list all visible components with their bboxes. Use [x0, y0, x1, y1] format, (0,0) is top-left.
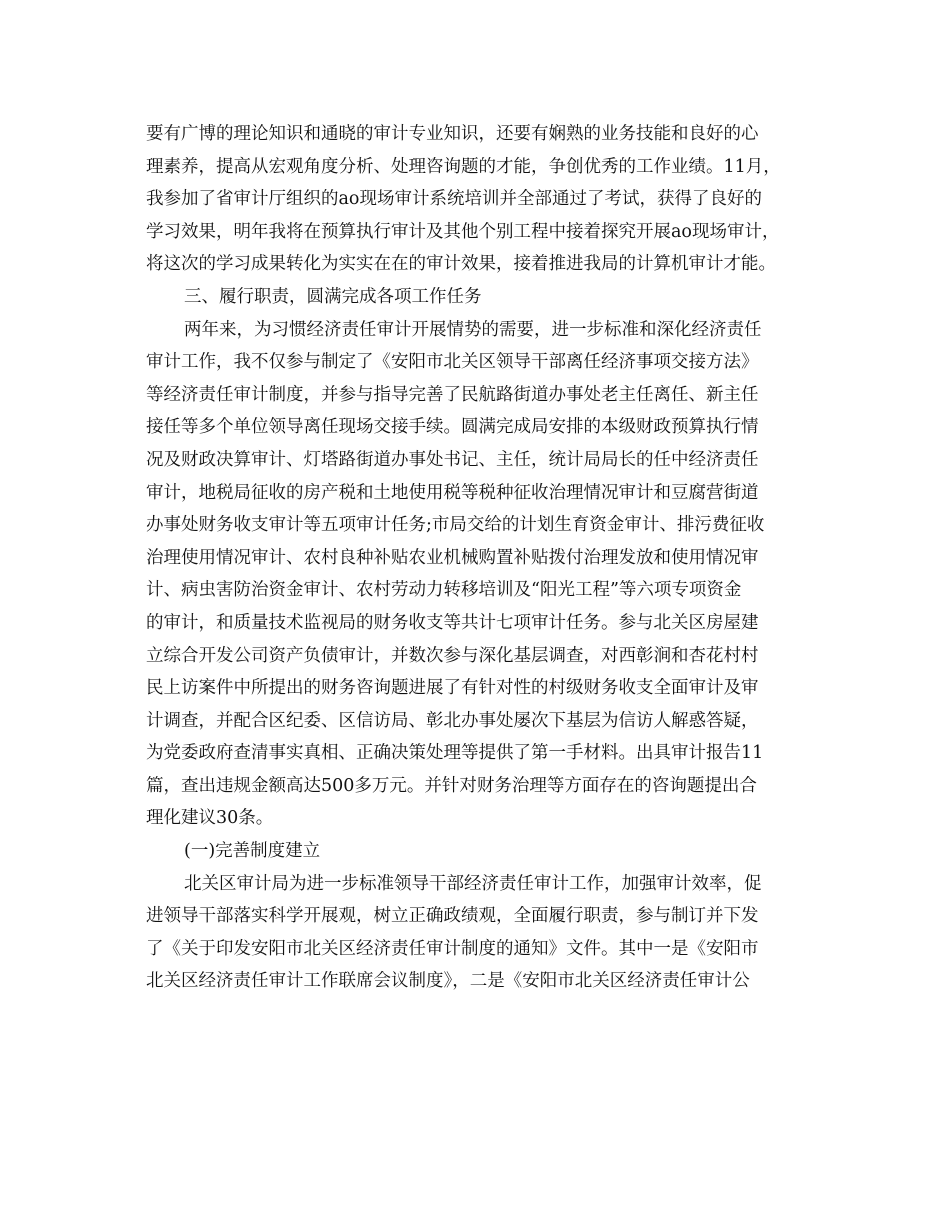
text-line: 计、病虫害防治资金审计、农村劳动力转移培训及“阳光工程”等六项专项资金	[146, 580, 742, 601]
text-line: 将这次的学习成果转化为实实在在的审计效果，接着推进我局的计算机审计才能。	[146, 254, 776, 275]
document-page	[146, 118, 814, 998]
text-line: 审计工作，我不仅参与制定了《安阳市北关区领导干部离任经济事项交接方法》	[146, 352, 759, 373]
text-line: 理化建议30条。	[146, 808, 274, 829]
text-line: 接任等多个单位领导离任现场交接手续。圆满完成局安排的本级财政预算执行情	[146, 417, 759, 438]
text-line: 进领导干部落实科学开展观，树立正确政绩观，全面履行职责，参与制订并下发	[146, 906, 759, 927]
text-line: 的审计，和质量技术监视局的财务收支等共计七项审计任务。参与北关区房屋建	[146, 612, 759, 633]
text-line: 理素养，提高从宏观角度分析、处理咨询题的才能，争创优秀的工作业绩。11月，	[146, 156, 781, 177]
text-line: 为党委政府查清事实真相、正确决策处理等提供了第一手材料。出具审计报告11	[146, 743, 764, 764]
text-line: 北关区经济责任审计工作联席会议制度》，二是《安阳市北关区经济责任审计公	[146, 971, 750, 992]
text-line: 计调查，并配合区纪委、区信访局、彰北办事处屡次下基层为信访人解惑答疑，	[146, 710, 759, 731]
text-line: 审计，地税局征收的房产税和土地使用税等税种征收治理情况审计和豆腐营街道	[146, 482, 759, 503]
text-line: 办事处财务收支审计等五项审计任务;市局交给的计划生育资金审计、排污费征收	[146, 515, 765, 536]
text-line: 北关区审计局为进一步标准领导干部经济责任审计工作，加强审计效率，促	[184, 873, 762, 894]
text-line: 两年来，为习惯经济责任审计开展情势的需要，进一步标准和深化经济责任	[184, 319, 762, 340]
text-line: 况及财政决算审计、灯塔路街道办事处书记、主任，统计局局长的任中经济责任	[146, 449, 759, 470]
text-line: 了《关于印发安阳市北关区经济责任审计制度的通知》文件。其中一是《安阳市	[146, 938, 759, 959]
text-line: 学习效果，明年我将在预算执行审计及其他个别工程中接着探究开展ao现场审计，	[146, 221, 780, 242]
text-line: (一)完善制度建立	[184, 841, 321, 862]
text-line: 三、履行职责，圆满完成各项工作任务	[184, 286, 482, 307]
text-line: 立综合开发公司资产负债审计，并数次参与深化基层调查，对西彰涧和杏花村村	[146, 645, 759, 666]
text-line: 篇，查出违规金额高达500多万元。并针对财务治理等方面存在的咨询题提出合	[146, 775, 757, 796]
text-line: 我参加了省审计厅组织的ao现场审计系统培训并全部通过了考试，获得了良好的	[146, 189, 762, 210]
text-line: 治理使用情况审计、农村良种补贴农业机械购置补贴拨付治理发放和使用情况审	[146, 547, 759, 568]
text-line: 要有广博的理论知识和通晓的审计专业知识，还要有娴熟的业务技能和良好的心	[146, 124, 759, 144]
text-line: 民上访案件中所提出的财务咨询题进展了有针对性的村级财务收支全面审计及审	[146, 678, 759, 699]
text-line: 等经济责任审计制度，并参与指导完善了民航路街道办事处老主任离任、新主任	[146, 384, 759, 405]
